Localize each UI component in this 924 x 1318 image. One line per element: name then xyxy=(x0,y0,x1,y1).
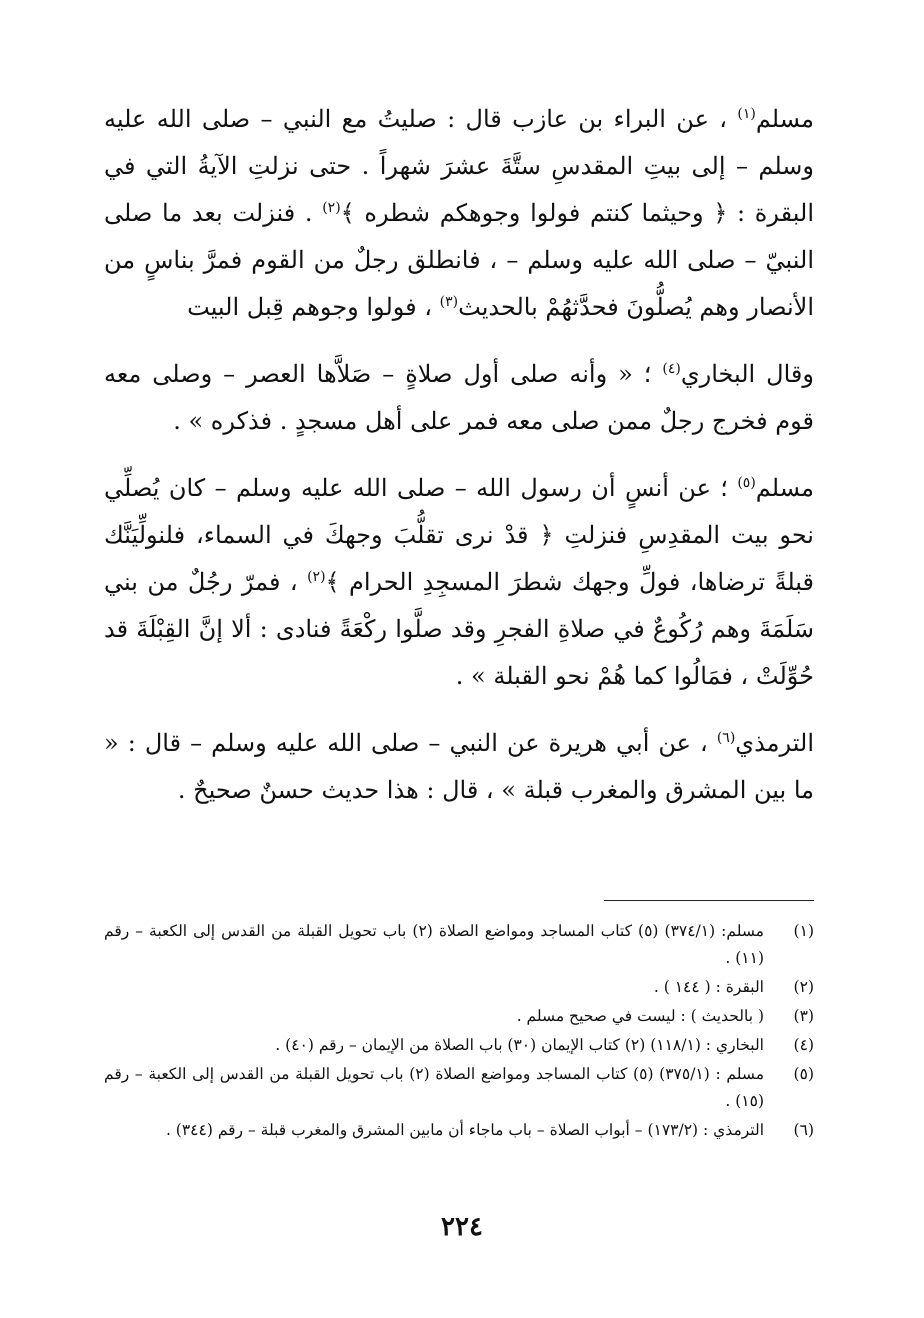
paragraph-text: ، عن البراء بن عازب قال : صليتُ مع النبي – صلى الله عليه وسلم – إلى بيتِ المقدسِ ستَّةَ عشرَ شهراً . حتى نزلتِ الآيةُ التي في البقرة : ﴿ وحيثما كنتم فولوا وجوهكم شطره ﴾ xyxy=(104,105,814,227)
footnote-number: (١) xyxy=(793,922,814,940)
paragraph-text: ، فمرّ رجُلٌ من بني سَلَمَةَ وهم رُكُوعٌ في صلاةِ الفجرِ وقد صلَّوا ركْعَةً فنادى : ألا إنَّ القِبْلَةَ قد حُوِّلَتْ ، فمَالُوا كما هُمْ نحو القبلة » . xyxy=(104,568,814,690)
paragraph-text: . فنزلت بعد ما صلى النبيّ – صلى الله عليه وسلم – ، فانطلق رجلٌ من القوم فمرَّ بناسٍ من الأنصار وهم يُصلُّونَ فحدَّثهُمْ بالحديث xyxy=(104,199,814,321)
footnote-ref: (٤) xyxy=(662,361,681,377)
footnote-item xyxy=(104,974,814,1001)
footnote-item xyxy=(104,918,814,972)
source-name: الترمذي xyxy=(735,729,814,757)
footnote-text: الترمذي : (١٧٣/٢) – أبواب الصلاة – باب ماجاء أن مابين المشرق والمغرب قبلة – رقم (٣٤٤) . xyxy=(165,1121,764,1139)
paragraph-text: ؛ عن أنسٍ أن رسول الله – صلى الله عليه وسلم – كان يُصلِّي نحو بيت المقدِسِ فنزلتِ ﴿ قدْ نرى تقلُّبَ وجهكَ في السماء، فلنولِّيَنَّك قبلةً ترضاها، فولِّ وجهك شطرَ المسجِدِ الحرام ﴾ xyxy=(104,474,814,596)
footnote-item xyxy=(104,1117,814,1144)
source-name: مسلم xyxy=(755,105,814,133)
footnote-divider xyxy=(604,900,814,901)
footnote-number: (٢) xyxy=(793,978,814,996)
paragraph-text: ، فولوا وجوهم قِبل البيت xyxy=(187,293,433,321)
footnote-ref: (٣) xyxy=(439,294,459,310)
source-name: مسلم xyxy=(755,474,814,502)
footnote-text: البخاري : (١١٨/١) (٢) كتاب الإيمان (٣٠) باب الصلاة من الإيمان – رقم (٤٠) . xyxy=(275,1036,764,1054)
footnote-ref: (١) xyxy=(737,106,756,122)
paragraph-1 xyxy=(104,96,814,331)
footnote-ref: (٢) xyxy=(322,200,341,216)
footnote-ref: (٥) xyxy=(737,475,756,491)
paragraph-2 xyxy=(104,351,814,445)
footnote-ref: (٢) xyxy=(307,569,326,585)
paragraph-text: ؛ « وأنه صلى أول صلاةٍ – صَلاَّها العصر – وصلى معه قوم فخرج رجلٌ ممن صلى معه فمر على أهل مسجدٍ . فذكره » . xyxy=(104,360,814,435)
page-number: ٢٢٤ xyxy=(441,1212,483,1242)
footnote-item xyxy=(104,1032,814,1059)
footnote-text: البقرة : ( ١٤٤ ) . xyxy=(653,978,764,996)
footnote-number: (٥) xyxy=(793,1065,814,1083)
main-text xyxy=(104,96,814,834)
source-name: وقال البخاري xyxy=(680,360,814,388)
footnote-number: (٣) xyxy=(793,1007,814,1025)
footnotes-section xyxy=(104,918,814,1146)
footnote-text: مسلم : (٣٧٥/١) (٥) كتاب المساجد ومواضع الصلاة (٢) باب تحويل القبلة من القدس إلى الكعبة – رقم (١٥) . xyxy=(104,1065,764,1110)
footnote-number: (٦) xyxy=(793,1121,814,1139)
paragraph-4 xyxy=(104,720,814,814)
paragraph-text: ، عن أبي هريرة عن النبي – صلى الله عليه وسلم – قال : « ما بين المشرق والمغرب قبلة » ، قال : هذا حديث حسنٌ صحيحٌ . xyxy=(104,729,814,804)
paragraph-3 xyxy=(104,465,814,700)
footnote-text: مسلم: (٣٧٤/١) (٥) كتاب المساجد ومواضع الصلاة (٢) باب تحويل القبلة من القدس إلى الكعبة – رقم (١١) . xyxy=(104,922,764,967)
footnote-ref: (٦) xyxy=(716,730,736,746)
footnote-number: (٤) xyxy=(793,1036,814,1054)
footnote-item xyxy=(104,1061,814,1115)
footnote-item xyxy=(104,1003,814,1030)
footnote-text: ( بالحديث ) : ليست في صحيح مسلم . xyxy=(516,1007,764,1025)
